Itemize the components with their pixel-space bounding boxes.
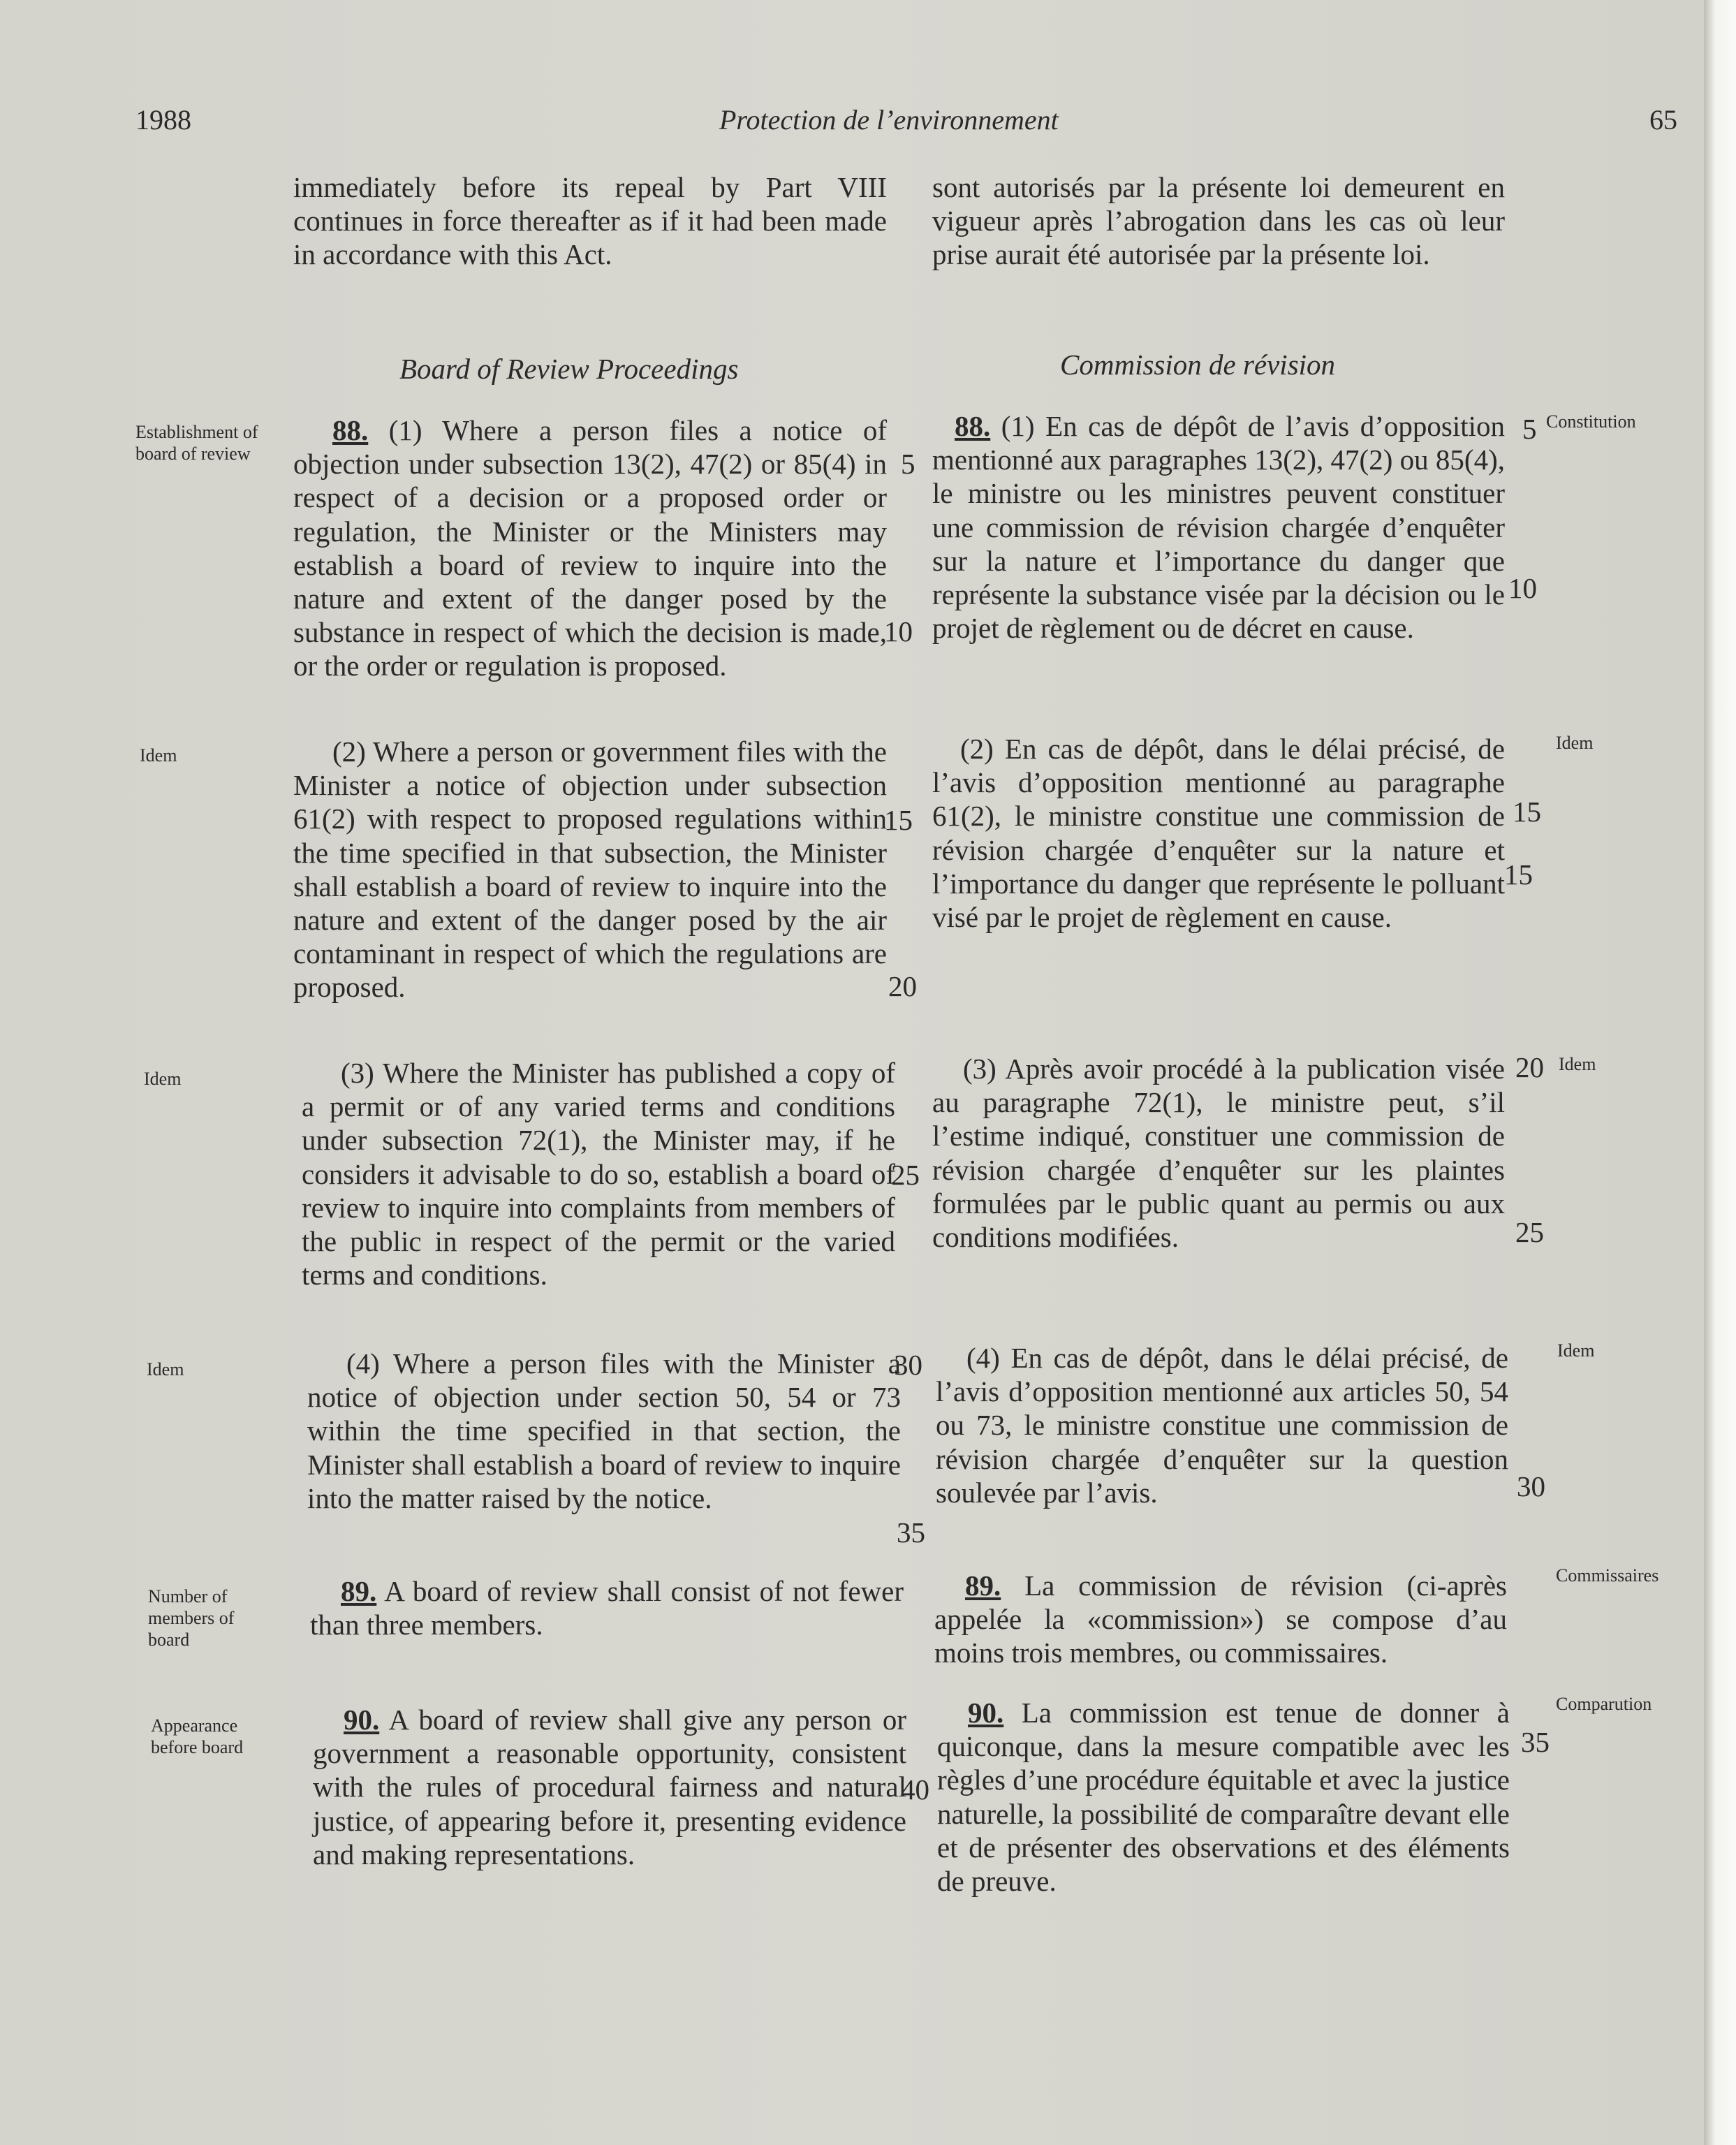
- section-88-2-fr: [932, 732, 1505, 934]
- section-88-4-fr: [936, 1341, 1508, 1509]
- section-88-3-en: [302, 1056, 895, 1291]
- line-number: 10: [884, 615, 913, 647]
- line-number: 5: [901, 448, 915, 480]
- section-88-4-en: [307, 1347, 901, 1515]
- heading-en: Board of Review Proceedings: [399, 353, 739, 385]
- section-number: 89.: [341, 1575, 377, 1607]
- section-number: 88.: [955, 410, 991, 442]
- section-text: La commission de révision (ci-après appelée la «commission») se compose d’au moins trois membres, ou commissaires.: [934, 1569, 1507, 1669]
- section-88-3-fr: [932, 1052, 1505, 1254]
- line-number: 15: [884, 804, 913, 836]
- section-88-1-fr: [932, 409, 1505, 645]
- book-spine-shadow: [1704, 0, 1736, 2145]
- carryover-fr: [932, 170, 1505, 272]
- line-number: 35: [897, 1516, 925, 1549]
- margin-note-fr: Idem: [1559, 1054, 1596, 1074]
- section-88-1-en: [293, 413, 887, 683]
- section-text: (3) Après avoir procédé à la publication visée au paragraphe 72(1), le ministre peut, s’il l’estime indiqué, constituer une commission de révision chargée d’enquêter sur les plaintes formulées par le public quant au permis ou aux conditions modifiées.: [932, 1053, 1505, 1254]
- margin-note-en: Appearance before board: [151, 1715, 244, 1757]
- margin-note-en: Idem: [147, 1359, 184, 1379]
- line-number: 25: [891, 1159, 920, 1191]
- section-text: (1) En cas de dépôt de l’avis d’opposition mentionné aux paragraphes 13(2), 47(2) ou 85(4), le ministre ou les ministres peuvent constituer une commission de révision chargée d’enquêter sur la nature et l’importance du danger que représente la substance visée par la décision ou le projet de règlement ou de décret en cause.: [932, 410, 1506, 645]
- section-text: (1) Where a person files a notice of objection under subsection 13(2), 47(2) or 85(4) in respect of a decision or a proposed order or regulation, the Minister or the Ministers may establish a board of review to inquire into the nature and extent of the danger posed by the substance in respect of which the decision is made, or the order or regulation is proposed.: [293, 414, 888, 682]
- section-text: (2) En cas de dépôt, dans le délai précisé, de l’avis d’opposition mentionné au paragraphe 61(2), le ministre constitue une commission de révision chargée d’enquêter sur la nature et l’importance du danger que représente le polluant visé par le projet de règlement en cause.: [932, 733, 1505, 934]
- line-number: 30: [1517, 1470, 1545, 1502]
- section-number: 90.: [344, 1704, 380, 1736]
- section-number: 89.: [965, 1569, 1001, 1602]
- line-number: 10: [1508, 572, 1537, 604]
- carryover-en: [293, 170, 887, 272]
- carryover-en-text: immediately before its repeal by Part VIII continues in force thereafter as if it had been made in accordance with this Act.: [293, 171, 887, 271]
- margin-note-fr: Idem: [1557, 1340, 1595, 1361]
- section-text: La commission est tenue de donner à quiconque, dans la mesure compatible avec les règles d’une procédure équitable et avec la justice naturelle, la possibilité de comparaître devant elle et de présenter des observations et des éléments de preuve.: [937, 1697, 1510, 1898]
- margin-note-fr: Commissaires: [1556, 1565, 1659, 1586]
- section-90-en: [313, 1703, 906, 1871]
- line-number: 40: [901, 1773, 929, 1806]
- line-number: 20: [888, 970, 917, 1002]
- margin-note-en: Idem: [140, 745, 177, 766]
- section-89-en: [310, 1574, 904, 1641]
- header-page-number: 65: [1649, 104, 1677, 136]
- section-88-2-en: [293, 735, 887, 1004]
- line-number: 30: [894, 1349, 922, 1381]
- section-90-fr: [937, 1696, 1510, 1898]
- line-number: 15: [1513, 796, 1541, 828]
- line-number: 20: [1515, 1051, 1544, 1083]
- line-number: 15: [1504, 858, 1533, 891]
- margin-note-fr: Idem: [1556, 733, 1594, 753]
- section-text: (4) Where a person files with the Minister a notice of objection under section 50, 54 or 73 within the time specified in that section, the Minister shall establish a board of review to inquire into the matter raised by the notice.: [307, 1347, 901, 1514]
- line-number: 5: [1522, 413, 1537, 445]
- margin-note-fr: Comparution: [1556, 1694, 1652, 1714]
- section-number: 88.: [332, 414, 369, 446]
- section-text: A board of review shall give any person or government a reasonable opportunity, consistent with the rules of procedural fairness and natural justice, of appearing before it, presenting evidence and making representations.: [313, 1704, 906, 1871]
- margin-note-fr: Constitution: [1546, 411, 1636, 432]
- margin-note-en: Idem: [144, 1069, 182, 1089]
- carryover-fr-text: sont autorisés par la présente loi demeurent en vigueur après l’abrogation dans les cas où leur prise aurait été autorisée par la présente loi.: [932, 171, 1505, 271]
- line-number: 35: [1521, 1726, 1550, 1758]
- section-text: (3) Where the Minister has published a copy of a permit or of any varied terms and conditions under subsection 72(1), the Minister may, if he considers it advisable to do so, establish a board of review to inquire into complaints from members of the public in respect of the permit or the varied terms and conditions.: [302, 1057, 895, 1291]
- section-89-fr: [934, 1569, 1507, 1670]
- section-text: (2) Where a person or government files with the Minister a notice of objection under subsection 61(2) with respect to proposed regulations within the time specified in that subsection, the Minister shall establish a board of review to inquire into the nature and extent of the danger posed by the air contaminant in respect of which the regulations are proposed.: [293, 735, 887, 1004]
- heading-fr: Commission de révision: [1060, 349, 1336, 381]
- margin-note-en: Number of members of board: [148, 1586, 235, 1650]
- section-number: 90.: [968, 1697, 1004, 1729]
- header-title: Protection de l’environnement: [719, 104, 1059, 136]
- margin-note-en: Establishment of board of review: [135, 422, 258, 464]
- line-number: 25: [1515, 1216, 1544, 1248]
- header-year: 1988: [135, 104, 191, 136]
- section-text: (4) En cas de dépôt, dans le délai précisé, de l’avis d’opposition mentionné aux articles 50, 54 ou 73, le ministre constitue une commission de révision chargée d’enquêter sur la question soulevée par l’avis.: [936, 1342, 1508, 1509]
- section-text: A board of review shall consist of not fewer than three members.: [310, 1575, 904, 1641]
